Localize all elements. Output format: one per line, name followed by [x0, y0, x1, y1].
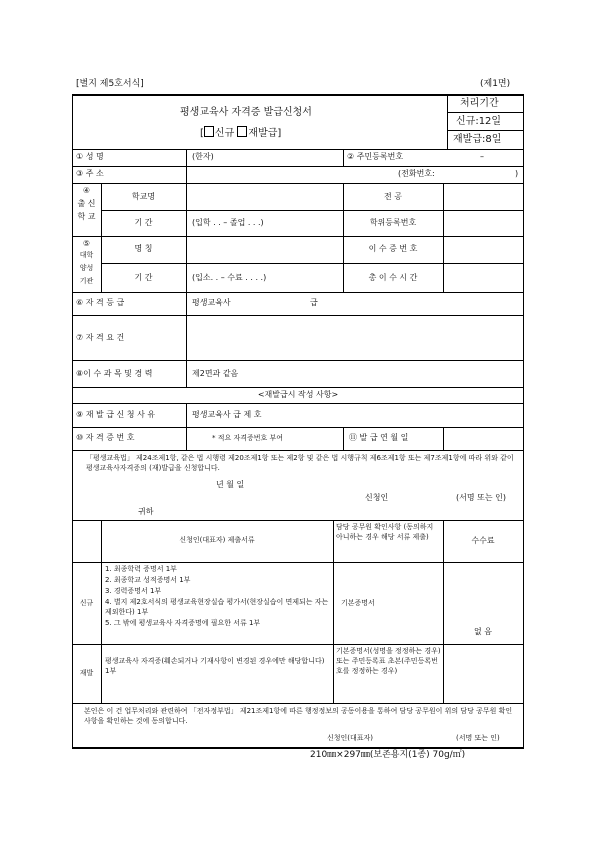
grade-label: ⑥ 자 격 등 급: [76, 298, 125, 307]
new-docs-list: [105, 564, 331, 629]
new-doc-item: 1. 최종학력 증명서 1부: [105, 565, 177, 573]
institution-label-3: 기관: [79, 277, 94, 285]
institution-name-label: 명 칭: [134, 244, 153, 253]
addressee: 귀하: [138, 507, 154, 516]
bracket-close: ]: [277, 128, 282, 139]
new-row-label: 신규: [79, 599, 94, 607]
school-number: ④: [82, 186, 91, 195]
name-hanja: (한자): [192, 152, 214, 161]
institution-period-value: (입소. . – 수료 . . . .): [192, 273, 267, 282]
new-checkbox[interactable]: [204, 126, 214, 137]
reissue-checkbox[interactable]: [237, 126, 247, 137]
total-hours-label: 총 이 수 시 간: [368, 273, 418, 282]
issue-date-label: ⑪ 발 급 연 월 일: [349, 433, 409, 442]
institution-number: ⑤: [82, 239, 91, 248]
institution-label-2: 양성: [79, 264, 94, 272]
processing-reissue: 재발급:8일: [453, 134, 502, 145]
paper-spec: 210㎜×297㎜(보존용지(1종) 70g/㎡): [310, 750, 466, 760]
fee-value: 없 음: [474, 627, 492, 636]
school-period-label: 기 간: [134, 218, 153, 227]
verify-header: 담당 공무원 확인사항 (동의하지 아니하는 경우 해당 서류 제출): [336, 523, 434, 542]
reissue-option-label: 재발급: [248, 128, 278, 139]
frame-right: [523, 94, 524, 748]
school-label-1: 출 신: [77, 199, 96, 208]
degree-number-label: 학위등록번호: [369, 218, 417, 227]
consent-sign: (서명 또는 인): [456, 734, 500, 742]
consent-applicant: 신청인(대표자): [327, 734, 374, 742]
frame-top: [72, 94, 524, 96]
reissue-row-label: 재발: [79, 669, 94, 677]
processing-new: 신규:12일: [456, 116, 502, 127]
course-label: ⑧이 수 과 목 및 경 력: [76, 369, 153, 378]
completion-cert-label: 이 수 증 번 호: [368, 244, 418, 253]
new-verify: 기본증명서: [341, 599, 375, 607]
course-value: 제2면과 같음: [192, 369, 239, 378]
school-label-2: 학 교: [77, 212, 96, 221]
submit-docs-header: 신청인(대표자) 제출서류: [179, 536, 255, 544]
reissue-reason-value: 평생교육사 급 제 호: [192, 410, 262, 419]
reissue-doc: 평생교육사 자격증(훼손되거나 기재사항이 변경된 경우에만 해당합니다) 1부: [105, 657, 325, 676]
fee-header: 수수료: [471, 536, 495, 545]
title-options: [200, 126, 281, 139]
name-label: ① 성 명: [76, 152, 104, 161]
frame-bottom: [72, 747, 524, 749]
processing-period-label: 처리기간: [460, 98, 499, 109]
form-number: [별지 제5호서식]: [76, 79, 144, 89]
new-doc-item: 2. 최종학교 성적증명서 1부: [105, 575, 191, 584]
cert-number-value: * 적요 자격증번호 부여: [212, 434, 284, 442]
declaration-text: 「평생교육법」 제24조제1항, 같은 법 시행령 제20조제1항 또는 제2항 및 같은 법 시행규칙 제6조제1항 또는 제7조제1항에 따라 위와 같이 평생교육사자격증의 (재)발급을 신청합니다.: [86, 454, 514, 473]
grade-suffix: 급: [310, 298, 318, 307]
page-number: (제1면): [480, 79, 511, 89]
new-doc-item: 5. 그 밖에 평생교육사 자격증명에 필요한 서류 1부: [105, 619, 261, 628]
major-label: 전 공: [384, 192, 402, 201]
applicant-sign: (서명 또는 인): [456, 493, 506, 502]
declaration-date: 년 월 일: [216, 480, 245, 489]
applicant-label: 신청인: [365, 493, 389, 502]
rrn-label: ② 주민등록번호: [347, 152, 404, 161]
consent-text: 본인은 이 건 업무처리와 관련하여 「전자정부법」 제21조제1항에 따른 행정정보의 공동이용을 통하여 담당 공무원이 위의 담당 공무원 확인사항을 확인하는 것에 동의합니다.: [84, 707, 513, 726]
new-doc-item: 3. 경력증명서 1부: [105, 586, 162, 595]
new-doc-item: 4. 별지 제2호서식의 평생교육현장실습 평가서(현장실습이 면제되는 자는 제외한다) 1부: [105, 597, 329, 617]
form-title: 평생교육사 자격증 발급신청서: [180, 107, 312, 118]
school-period-value: (입학 . . – 졸업 . . .): [192, 218, 264, 227]
address-label: ③ 주 소: [76, 169, 104, 178]
reissue-verify: 기본증명서(성명을 정정하는 경우) 또는 주민등록표 초본(주민등록번호를 정정하는 경우): [336, 647, 441, 676]
institution-period-label: 기 간: [134, 273, 153, 282]
new-option-label: 신규: [214, 128, 235, 139]
bracket-open: [: [200, 128, 204, 139]
reissue-section-header: <재발급시 작성 사항>: [257, 390, 339, 399]
grade-value: 평생교육사: [192, 298, 231, 307]
school-name-label: 학교명: [131, 192, 156, 201]
reissue-reason-label: ⑨ 재 발 급 신 청 사 유: [76, 410, 156, 419]
requirements-label: ⑦ 자 격 요 건: [76, 333, 125, 342]
cert-number-label: ⑩ 자 격 증 번 호: [76, 433, 135, 442]
phone-close: ): [515, 169, 519, 178]
phone-label: (전화번호:: [398, 169, 435, 178]
rrn-dash: –: [480, 152, 484, 161]
institution-label-1: 대학: [79, 251, 94, 259]
